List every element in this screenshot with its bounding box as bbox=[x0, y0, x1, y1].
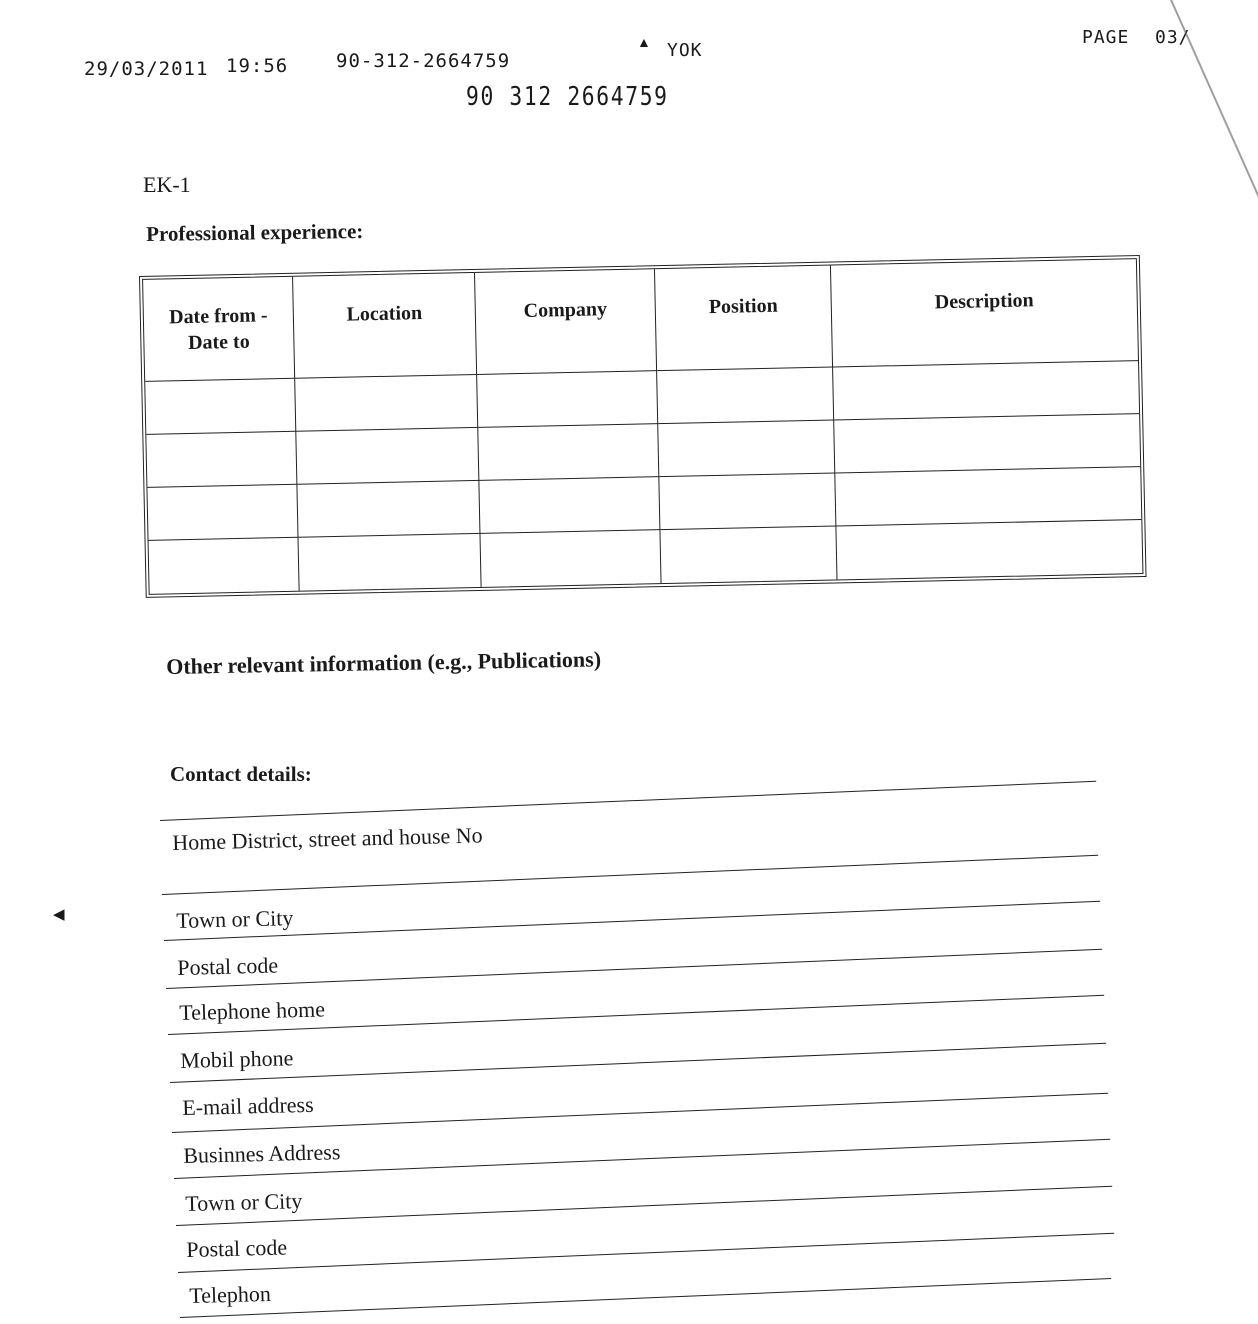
professional-experience-heading: Professional experience: bbox=[146, 218, 364, 246]
contact-field-label: Town or City bbox=[176, 905, 294, 933]
contact-field-label: Telephone home bbox=[179, 996, 326, 1025]
contact-field-label: Town or City bbox=[185, 1188, 303, 1216]
contact-field-label: Mobil phone bbox=[180, 1045, 294, 1073]
fax-organization: YOK bbox=[667, 40, 703, 61]
underline-rule bbox=[170, 1043, 1106, 1083]
table-cell[interactable] bbox=[145, 379, 296, 435]
contact-field-label: Businnes Address bbox=[183, 1139, 341, 1168]
table-cell[interactable] bbox=[299, 534, 482, 591]
contact-field-label: E-mail address bbox=[182, 1091, 314, 1120]
table-cell[interactable] bbox=[835, 467, 1141, 526]
contact-field-label: Postal code bbox=[186, 1234, 288, 1262]
fax-page-label: PAGE bbox=[1082, 27, 1130, 48]
underline-rule bbox=[178, 1233, 1114, 1273]
underline-rule bbox=[176, 1186, 1112, 1226]
table-cell[interactable] bbox=[147, 485, 298, 541]
table-cell[interactable] bbox=[295, 375, 478, 432]
underline-rule bbox=[180, 1278, 1111, 1318]
table-cell[interactable] bbox=[146, 432, 297, 488]
annex-label: EK-1 bbox=[143, 172, 191, 197]
table-cell[interactable] bbox=[657, 367, 834, 424]
fax-sender-number-large: 90 312 2664759 bbox=[466, 82, 669, 112]
table-cell[interactable] bbox=[480, 530, 661, 587]
fax-sender-number: 90-312-2664759 bbox=[336, 50, 511, 72]
table-cell[interactable] bbox=[836, 520, 1142, 579]
column-header-position: Position bbox=[655, 266, 833, 372]
table-cell[interactable] bbox=[149, 538, 300, 594]
column-header-location: Location bbox=[293, 273, 477, 379]
column-header-company: Company bbox=[475, 269, 657, 375]
contact-details-heading: Contact details: bbox=[170, 762, 312, 786]
table-cell[interactable] bbox=[477, 371, 658, 428]
table-cell[interactable] bbox=[658, 420, 835, 477]
fax-page-number: 03/ bbox=[1155, 27, 1191, 48]
contact-field-label: Home District, street and house No bbox=[172, 822, 483, 855]
fax-date: 29/03/2011 bbox=[84, 58, 209, 80]
other-information-heading: Other relevant information (e.g., Publications) bbox=[166, 646, 602, 679]
contact-field-label: Telephon bbox=[189, 1281, 272, 1308]
contact-field-label: Postal code bbox=[177, 952, 279, 980]
table-cell[interactable] bbox=[833, 361, 1139, 420]
table-cell[interactable] bbox=[659, 473, 836, 530]
table-cell[interactable] bbox=[660, 526, 837, 583]
underline-rule bbox=[162, 855, 1098, 895]
table-cell[interactable] bbox=[296, 428, 479, 485]
underline-rule bbox=[164, 901, 1100, 941]
table-cell[interactable] bbox=[479, 477, 660, 534]
column-header-description: Description bbox=[831, 259, 1138, 367]
column-header-date: Date from - Date to bbox=[143, 277, 295, 382]
triangle-left-icon: ◀ bbox=[53, 907, 65, 923]
table-cell[interactable] bbox=[297, 481, 480, 538]
table-cell[interactable] bbox=[834, 414, 1140, 473]
fax-time: 19:56 bbox=[226, 55, 289, 77]
triangle-up-icon: ▲ bbox=[637, 36, 651, 51]
experience-table bbox=[139, 255, 1147, 598]
underline-rule bbox=[166, 949, 1102, 989]
table-cell[interactable] bbox=[478, 424, 659, 481]
